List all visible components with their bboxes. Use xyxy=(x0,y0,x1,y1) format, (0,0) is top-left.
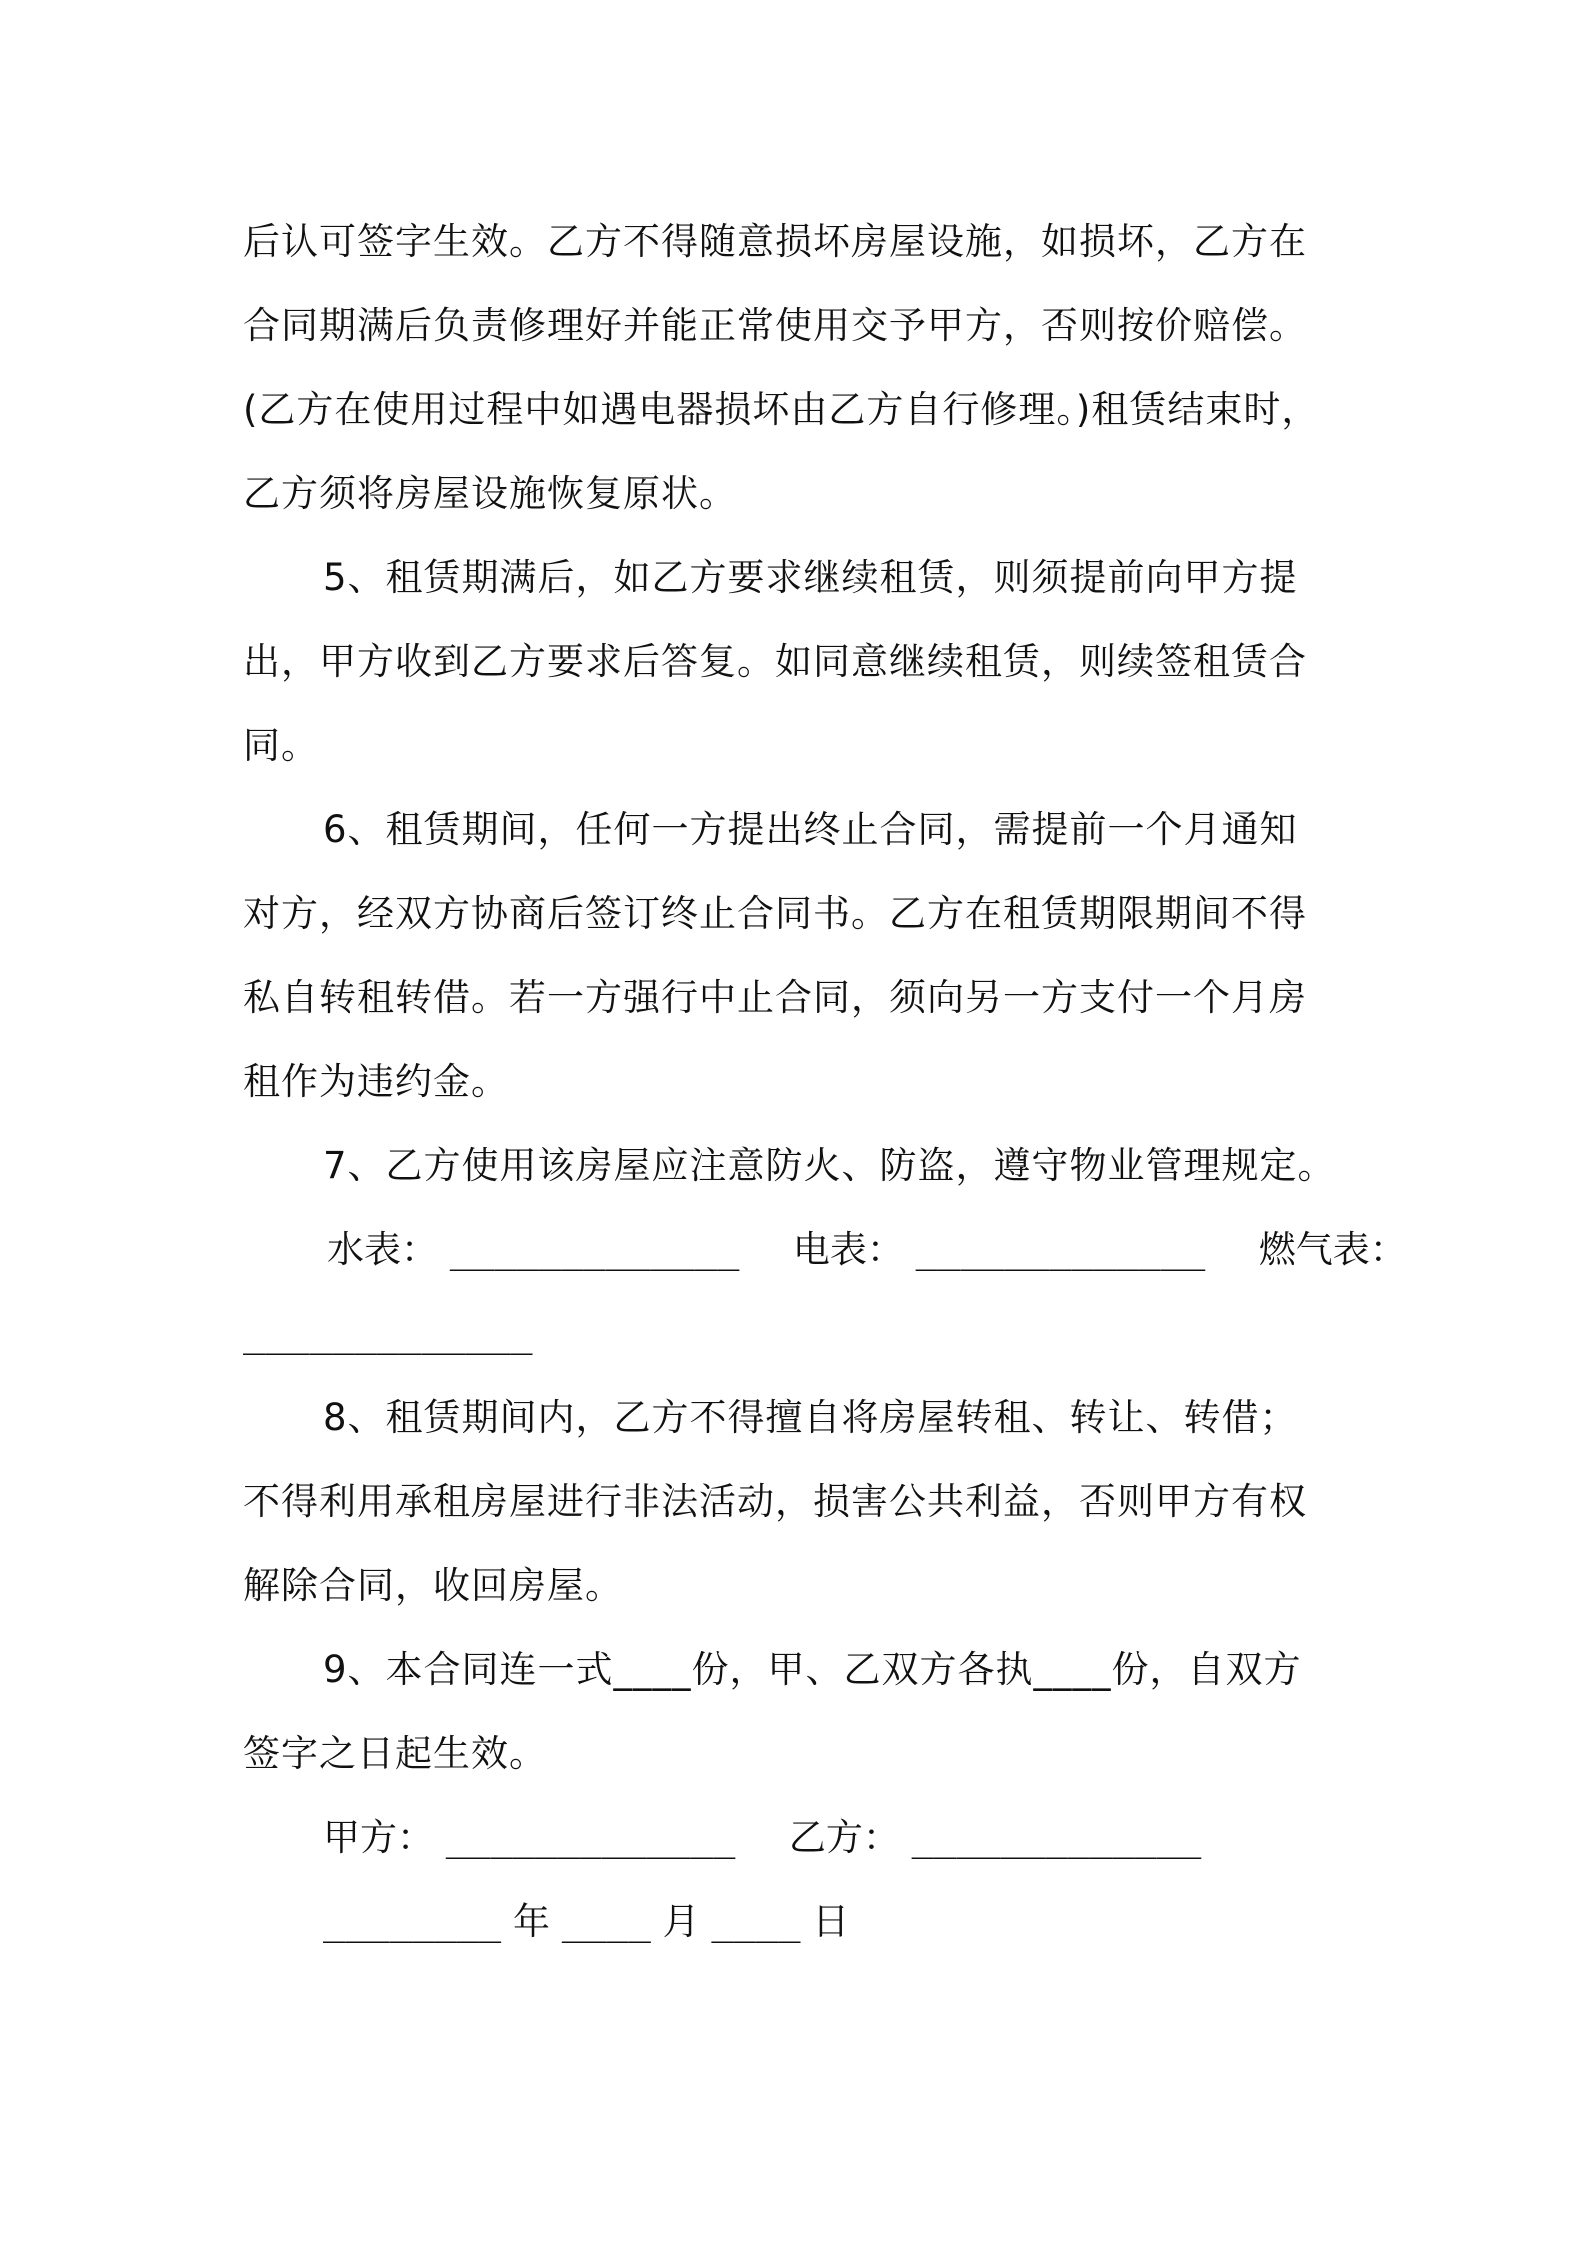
clause-5 xyxy=(243,536,1373,788)
gas-meter-blank: _____________ xyxy=(243,1312,533,1355)
clause-8 xyxy=(243,1376,1373,1628)
paragraph-intro xyxy=(243,200,1373,536)
text-line: 签字之日起生效。 xyxy=(243,1732,547,1775)
party-a-label: 甲方： xyxy=(323,1816,434,1859)
text-line: 后认可签字生效。乙方不得随意损坏房屋设施，如损坏，乙方在 xyxy=(243,220,1307,263)
text-line: 解除合同，收回房屋。 xyxy=(243,1564,623,1607)
day-blank: ____ xyxy=(711,1900,801,1943)
party-a-blank: _____________ xyxy=(445,1816,736,1859)
text-line: 9、本合同连一式____份，甲、乙双方各执____份，自双方 xyxy=(323,1648,1302,1691)
year-label: 年 xyxy=(512,1900,550,1943)
date-row xyxy=(243,1880,1373,1964)
text-line: 同。 xyxy=(243,724,319,767)
text-line: 私自转租转借。若一方强行中止合同，须向另一方支付一个月房 xyxy=(243,976,1307,1019)
electric-meter-label: 电表： xyxy=(792,1228,904,1271)
clause-6 xyxy=(243,788,1373,1124)
day-label: 日 xyxy=(812,1900,850,1943)
water-meter-blank: _____________ xyxy=(449,1228,740,1271)
electric-meter-blank: _____________ xyxy=(915,1228,1206,1271)
meter-row xyxy=(243,1208,1407,1292)
text-line: 6、租赁期间，任何一方提出终止合同，需提前一个月通知 xyxy=(323,808,1298,851)
text-line: 出，甲方收到乙方要求后答复。如同意继续租赁，则续签租赁合 xyxy=(243,640,1307,683)
text-line: 7、乙方使用该房屋应注意防火、防盗，遵守物业管理规定。 xyxy=(323,1144,1336,1187)
text-line: 不得利用承租房屋进行非法活动，损害公共利益，否则甲方有权 xyxy=(243,1480,1307,1523)
text-line: 5、租赁期满后，如乙方要求继续租赁，则须提前向甲方提 xyxy=(323,556,1298,599)
clause-7 xyxy=(243,1124,1373,1208)
gas-meter-label: 燃气表： xyxy=(1258,1228,1407,1271)
text-line: 对方，经双方协商后签订终止合同书。乙方在租赁期限期间不得 xyxy=(243,892,1307,935)
year-blank: ________ xyxy=(323,1900,502,1943)
party-b-label: 乙方： xyxy=(788,1816,900,1859)
signature-row xyxy=(243,1796,1373,1880)
gas-meter-line xyxy=(243,1292,1373,1376)
text-line: 租作为违约金。 xyxy=(243,1060,509,1103)
text-line: (乙方在使用过程中如遇电器损坏由乙方自行修理。)租赁结束时， xyxy=(243,388,1320,431)
clause-9 xyxy=(243,1628,1373,1796)
month-label: 月 xyxy=(662,1900,700,1943)
text-line: 乙方须将房屋设施恢复原状。 xyxy=(243,472,737,515)
water-meter-label: 水表： xyxy=(327,1228,438,1271)
text-line: 8、租赁期间内，乙方不得擅自将房屋转租、转让、转借； xyxy=(323,1396,1298,1439)
month-blank: ____ xyxy=(561,1900,651,1943)
party-b-blank: _____________ xyxy=(911,1816,1202,1859)
text-line: 合同期满后负责修理好并能正常使用交予甲方，否则按价赔偿。 xyxy=(243,304,1307,347)
document-body xyxy=(243,200,1407,1964)
meter-readings xyxy=(243,1208,1407,1376)
